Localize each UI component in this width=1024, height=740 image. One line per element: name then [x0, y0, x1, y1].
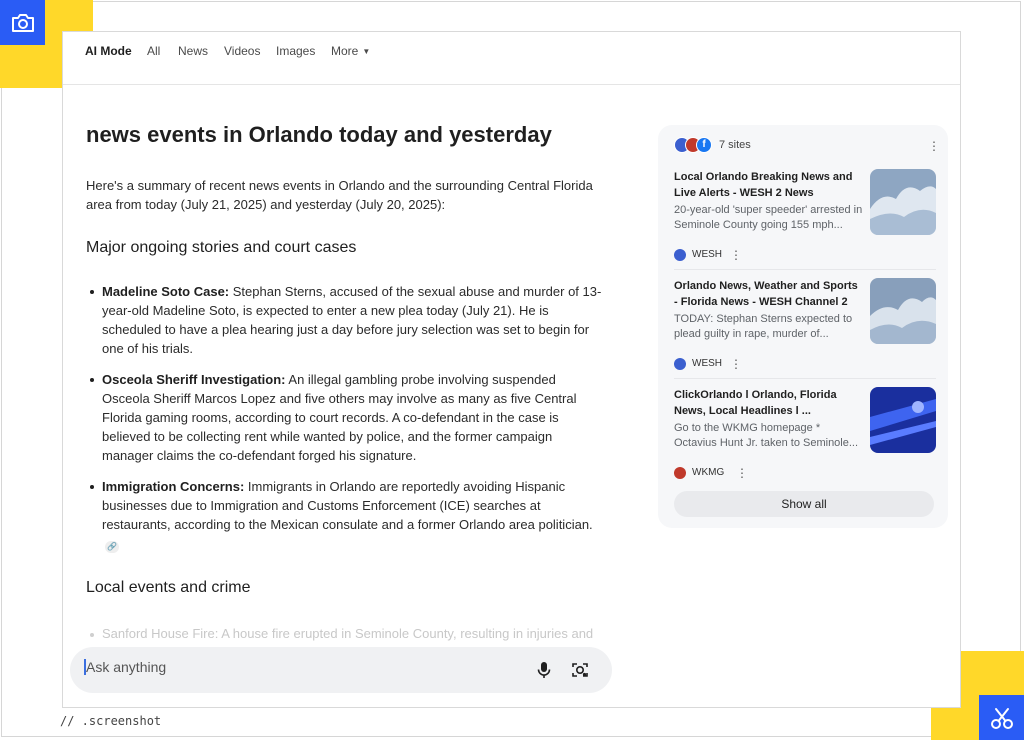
chevron-down-icon: ▼	[362, 47, 371, 56]
bullet-lead: Osceola Sheriff Investigation:	[102, 372, 286, 387]
source-thumbnail[interactable]	[870, 278, 936, 344]
page-title: news events in Orlando today and yesterday	[86, 122, 552, 147]
bullet-lead: Immigration Concerns:	[102, 479, 245, 494]
more-options-icon[interactable]: ⋮	[730, 248, 742, 262]
tab-images[interactable]: Images	[276, 44, 316, 58]
source-snippet: Go to the WKMG homepage * Octavius Hunt Jr. taken to Seminole...	[674, 422, 859, 449]
source-card[interactable]	[674, 169, 936, 269]
faded-list-item	[86, 626, 622, 641]
search-window	[62, 31, 961, 708]
wesh-favicon-icon	[674, 249, 686, 261]
section-heading-court-cases: Major ongoing stories and court cases	[86, 239, 357, 256]
lens-camera-icon[interactable]	[570, 660, 590, 680]
source-site-name: WKMG	[692, 467, 725, 478]
source-title[interactable]: ClickOrlando l Orlando, Florida News, Local Headlines l ...	[674, 389, 837, 417]
sites-count: 7 sites	[719, 139, 751, 151]
source-card[interactable]	[674, 387, 936, 487]
search-tabs	[63, 32, 960, 85]
story-list	[86, 282, 606, 565]
source-card[interactable]	[674, 278, 936, 378]
source-snippet: TODAY: Stephan Sterns expected to plead guilty in rape, murder of...	[674, 313, 853, 340]
divider	[674, 378, 936, 379]
divider	[674, 269, 936, 270]
bullet-text: Stephan Sterns, accused of the sexual abuse and murder of 13-year-old Madeline Soto, is expected to enter a new plea today (July 21). He is scheduled to have a plea hearing just a day before jury selection was set to begin for one of his trials.	[102, 284, 602, 356]
source-site-name: WESH	[692, 249, 722, 260]
list-item	[86, 477, 606, 553]
tab-all[interactable]: All	[147, 44, 161, 58]
microphone-icon[interactable]	[534, 660, 554, 680]
sources-panel	[658, 125, 948, 528]
source-thumbnail[interactable]	[870, 169, 936, 235]
source-thumbnail[interactable]	[870, 387, 936, 453]
sources-header	[674, 136, 940, 156]
source-title[interactable]: Local Orlando Breaking News and Live Alerts - WESH 2 News	[674, 171, 853, 199]
more-options-icon[interactable]: ⋮	[928, 139, 940, 153]
site-favicons	[674, 137, 716, 153]
more-options-icon[interactable]: ⋮	[736, 466, 748, 480]
bullet-text: Immigrants in Orlando are reportedly avoiding Hispanic businesses due to Immigration and Customs Enforcement (ICE) searches at restaurants, according to the Mexican consulate and a former Orlando area politician.	[102, 479, 593, 532]
tab-news[interactable]: News	[178, 44, 209, 58]
tab-ai-mode[interactable]: AI Mode	[85, 44, 132, 58]
screenshot-caption: // .screenshot	[60, 714, 162, 728]
tab-more-label: More	[331, 44, 359, 58]
ask-input[interactable]	[84, 659, 506, 675]
summary-intro: Here's a summary of recent news events in Orlando and the surrounding Central Florida area from today (July 21, 2025) and yesterday (July 20, 2025):	[86, 178, 593, 212]
list-item	[86, 370, 606, 465]
facebook-icon: f	[696, 137, 712, 153]
tab-more[interactable]	[331, 44, 370, 58]
bullet-lead: Madeline Soto Case:	[102, 284, 230, 299]
bullet-text: An illegal gambling probe involving suspended Osceola Sheriff Marcos Lopez and five others may involve as many as five Central Florida gaming rooms, according to court records. A co-defendant in the case is believed to be collecting rent while wanted by police, and the former campaign manager claims the co-defendant forged his signature.	[102, 372, 577, 463]
faded-text: A house fire erupted in Seminole County, resulting in injuries and	[218, 626, 594, 641]
ask-bar	[70, 647, 612, 693]
source-title[interactable]: Orlando News, Weather and Sports - Florida News - WESH Channel 2	[674, 280, 858, 308]
wesh-favicon-icon	[674, 358, 686, 370]
source-snippet: 20-year-old 'super speeder' arrested in Seminole County going 155 mph...	[674, 204, 863, 231]
tab-videos[interactable]: Videos	[224, 44, 261, 58]
scissors-icon	[979, 695, 1024, 740]
more-options-icon[interactable]: ⋮	[730, 357, 742, 371]
show-all-button[interactable]: Show all	[674, 491, 934, 517]
section-heading-local-events: Local events and crime	[86, 579, 251, 596]
link-icon[interactable]: 🔗	[105, 541, 119, 553]
faded-lead: Sanford House Fire:	[102, 626, 219, 641]
camera-icon	[0, 0, 45, 45]
wkmg-favicon-icon	[674, 467, 686, 479]
list-item	[86, 282, 606, 358]
source-site-name: WESH	[692, 358, 722, 369]
